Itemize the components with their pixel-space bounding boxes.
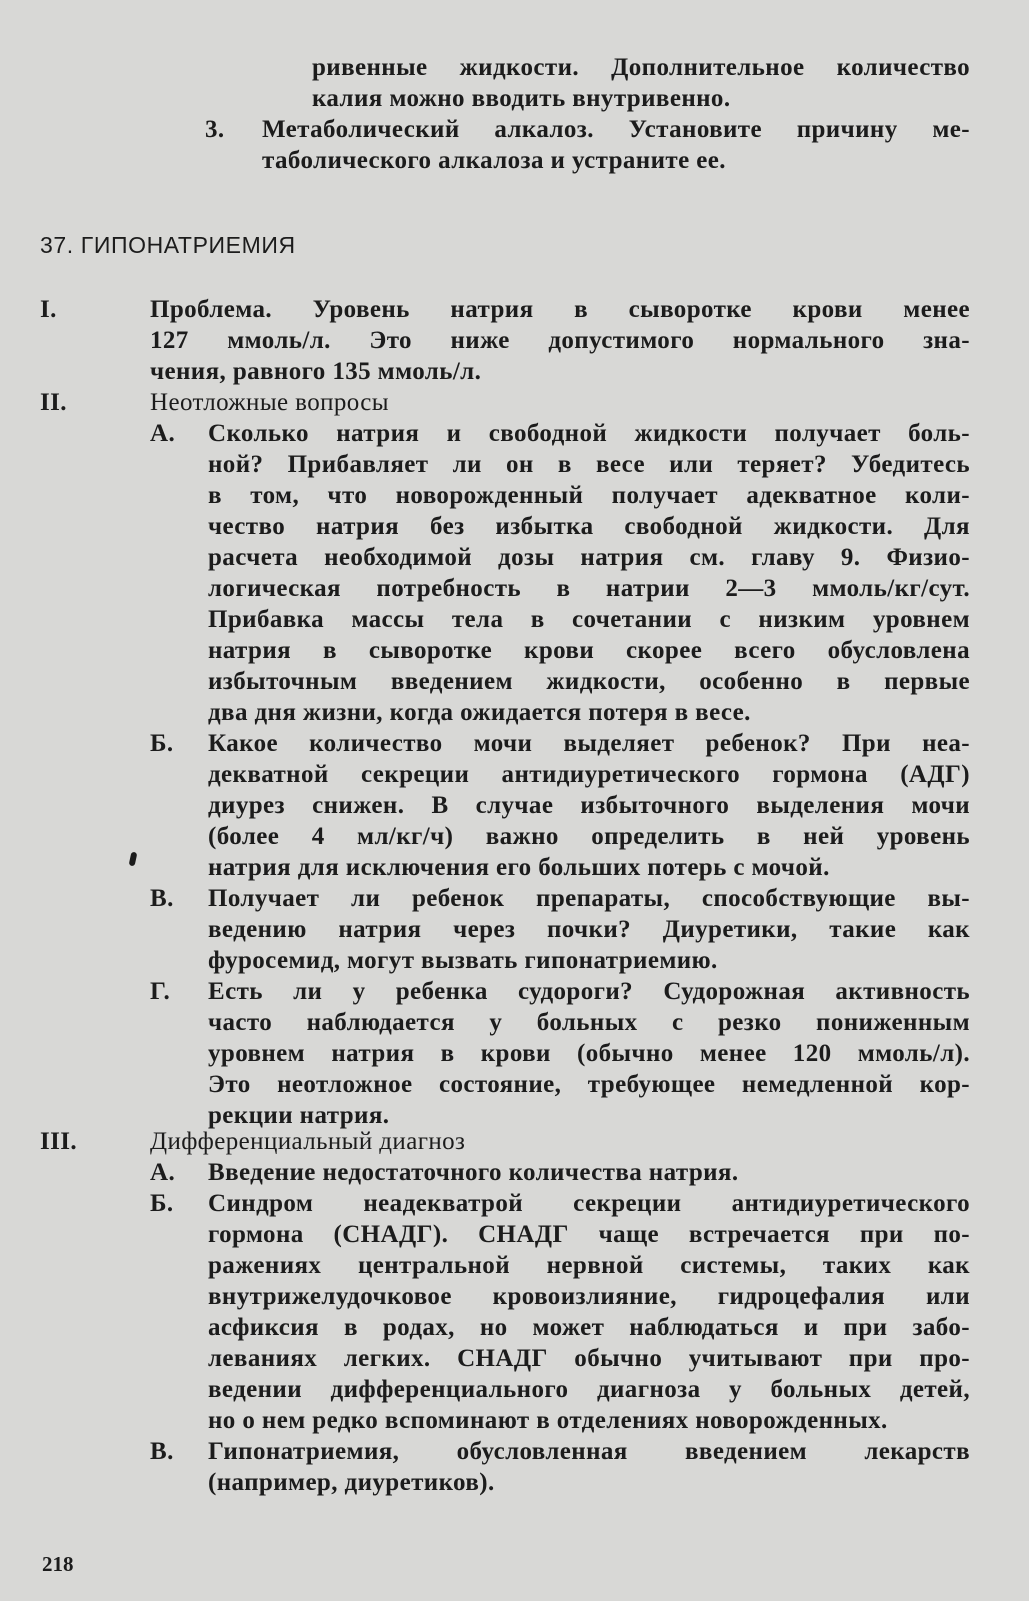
item-line: рекции натрия. — [208, 1102, 390, 1129]
section-line: чения, равного 135 ммоль/л. — [150, 358, 482, 385]
section-line: 127 ммоль/л. Это ниже допустимого нормального зна- — [150, 327, 970, 354]
item-line: уровнем натрия в крови (обычно менее 120 ммоль/л). — [208, 1040, 970, 1067]
item-marker: 3. — [205, 116, 225, 143]
item-line: Синдром неадекватрой секреции антидиуретического — [208, 1190, 970, 1217]
section-marker: II. — [40, 389, 67, 416]
item-marker: Б. — [150, 730, 174, 757]
item-line: внутрижелудочковое кровоизлияние, гидроцефалия или — [208, 1283, 970, 1310]
section-marker: I. — [40, 296, 57, 323]
continuation-line: калия можно вводить внутривенно. — [312, 85, 731, 112]
item-marker: В. — [150, 885, 174, 912]
item-line: но о нем редко вспоминают в отделениях новорожденных. — [208, 1407, 888, 1434]
ink-mark — [129, 852, 138, 867]
item-line: Прибавка массы тела в сочетании с низким уровнем — [208, 606, 970, 633]
item-line: Гипонатриемия, обусловленная введением лекарств — [208, 1438, 970, 1465]
item-line: ной? Прибавляет ли он в весе или теряет? Убедитесь — [208, 451, 970, 478]
item-line: таболического алкалоза и устраните ее. — [262, 147, 726, 174]
section-line: Проблема. Уровень натрия в сыворотке крови менее — [150, 296, 970, 323]
item-line: ведении дифференциального диагноза у больных детей, — [208, 1376, 970, 1403]
item-line: декватной секреции антидиуретического гормона (АДГ) — [208, 761, 970, 788]
item-line: логическая потребность в натрии 2—3 ммоль/кг/сут. — [208, 575, 970, 602]
section-title: 37. ГИПОНАТРИЕМИЯ — [40, 232, 296, 258]
item-line: гормона (СНАДГ). СНАДГ чаще встречается при по- — [208, 1221, 970, 1248]
page-number: 218 — [42, 1552, 74, 1576]
item-line: ведению натрия через почки? Диуретики, такие как — [208, 916, 970, 943]
item-line: Это неотложное состояние, требующее немедленной кор- — [208, 1071, 970, 1098]
item-line: асфиксия в родах, но может наблюдаться и при забо- — [208, 1314, 970, 1341]
item-marker: А. — [150, 420, 176, 447]
item-line: натрия для исключения его больших потерь с мочой. — [208, 854, 830, 881]
item-marker: Г. — [150, 978, 171, 1005]
item-line: Введение недостаточного количества натрия. — [208, 1159, 739, 1186]
item-marker: А. — [150, 1159, 176, 1186]
item-line: Сколько натрия и свободной жидкости получает боль- — [208, 420, 970, 447]
section-heading: Дифференциальный диагноз — [150, 1128, 466, 1155]
item-line: фуросемид, могут вызвать гипонатриемию. — [208, 947, 718, 974]
item-line: (например, диуретиков). — [208, 1469, 495, 1496]
item-line: ражениях центральной нервной системы, таких как — [208, 1252, 970, 1279]
item-marker: Б. — [150, 1190, 174, 1217]
item-line: Есть ли у ребенка судороги? Судорожная активность — [208, 978, 970, 1005]
section-heading: Неотложные вопросы — [150, 389, 389, 416]
item-line: Какое количество мочи выделяет ребенок? При неа- — [208, 730, 970, 757]
item-line: (более 4 мл/кг/ч) важно определить в ней уровень — [208, 823, 970, 850]
item-line: Получает ли ребенок препараты, способствующие вы- — [208, 885, 970, 912]
section-marker: III. — [40, 1128, 78, 1155]
item-line: диурез снижен. В случае избыточного выделения мочи — [208, 792, 970, 819]
item-line: натрия в сыворотке крови скорее всего обусловлена — [208, 637, 970, 664]
item-line: в том, что новорожденный получает адекватное коли- — [208, 482, 970, 509]
item-marker: В. — [150, 1438, 174, 1465]
item-line: часто наблюдается у больных с резко пониженным — [208, 1009, 970, 1036]
item-line: расчета необходимой дозы натрия см. главу 9. Физио- — [208, 544, 970, 571]
item-line: два дня жизни, когда ожидается потеря в весе. — [208, 699, 751, 726]
continuation-line: ривенные жидкости. Дополнительное количество — [312, 54, 970, 81]
item-line: избыточным введением жидкости, особенно в первые — [208, 668, 970, 695]
item-line: чество натрия без избытка свободной жидкости. Для — [208, 513, 970, 540]
item-line: леваниях легких. СНАДГ обычно учитывают при про- — [208, 1345, 970, 1372]
item-line: Метаболический алкалоз. Установите причину ме- — [262, 116, 970, 143]
